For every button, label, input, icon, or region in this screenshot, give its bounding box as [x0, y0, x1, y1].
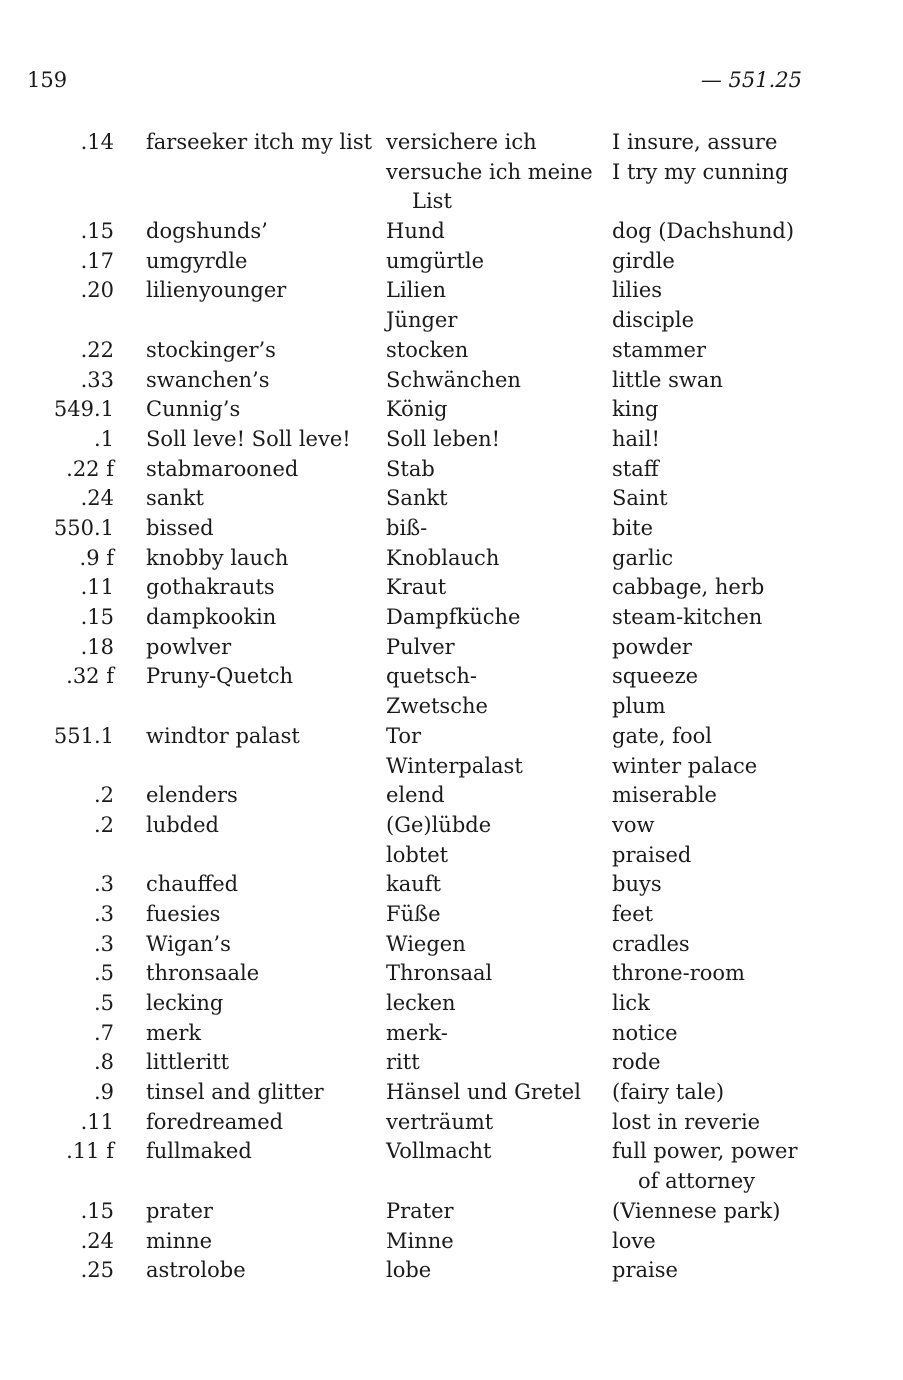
german-line: Sankt	[386, 486, 448, 511]
entry-reference: .32 f	[66, 664, 114, 689]
entry-english	[612, 781, 812, 811]
english-line: hail!	[612, 426, 660, 451]
german-line: umgürtle	[386, 248, 485, 273]
entry-reference: .3	[93, 931, 114, 956]
page-number: 159	[27, 68, 68, 92]
entry-reference: 551.1	[53, 723, 114, 748]
german-line: Vollmacht	[386, 1139, 492, 1164]
entry-reference: .24	[80, 486, 114, 511]
entry-word: Soll leve! Soll leve!	[146, 426, 351, 451]
english-line: stammer	[612, 337, 707, 362]
entry-german	[386, 276, 608, 335]
english-line: cabbage, herb	[612, 575, 765, 600]
entry-german	[386, 544, 608, 574]
english-line: Saint	[612, 486, 668, 511]
entry-english	[612, 1048, 812, 1078]
german-line: Minne	[386, 1228, 454, 1253]
english-line: plum	[612, 694, 666, 719]
entry-word: tinsel and glitter	[146, 1080, 324, 1105]
entry-german	[386, 989, 608, 1019]
entry-word: gothakrauts	[146, 575, 275, 600]
entry-reference: .14	[80, 130, 114, 154]
german-line: lobtet	[386, 842, 449, 867]
english-line: throne-room	[612, 961, 745, 986]
entry-reference: .3	[93, 872, 114, 897]
entry-reference: .7	[93, 1020, 114, 1045]
glossary-entry	[0, 217, 903, 247]
glossary-entry	[0, 573, 903, 603]
german-line: Knoblauch	[386, 545, 500, 570]
entry-german	[386, 395, 608, 425]
glossary-entry	[0, 366, 903, 396]
entry-german	[386, 1019, 608, 1049]
entry-word: thronsaale	[146, 961, 260, 986]
german-line: Schwänchen	[386, 367, 521, 392]
entry-english	[612, 455, 812, 485]
entry-word: merk	[146, 1020, 202, 1045]
english-line: garlic	[612, 545, 674, 570]
entry-word: elenders	[146, 783, 238, 808]
entry-german	[386, 781, 608, 811]
english-line: feet	[612, 901, 654, 926]
entry-german	[386, 217, 608, 247]
english-line: praised	[612, 842, 692, 867]
entry-english	[612, 811, 812, 870]
german-line: lobe	[386, 1258, 432, 1283]
entry-reference: .2	[93, 783, 114, 808]
english-line: cradles	[612, 931, 690, 956]
english-line: of attorney	[638, 1169, 755, 1194]
entry-german	[386, 514, 608, 544]
glossary-entry	[0, 276, 903, 335]
entry-german	[386, 573, 608, 603]
english-line: lilies	[612, 278, 663, 303]
english-line: bite	[612, 515, 654, 540]
entry-german	[386, 128, 608, 217]
entry-german	[386, 455, 608, 485]
glossary-entry	[0, 1019, 903, 1049]
glossary-entry	[0, 455, 903, 485]
english-line: disciple	[612, 308, 695, 333]
entry-word: Wigan’s	[146, 931, 231, 956]
german-line: versichere ich	[386, 130, 537, 154]
glossary-entry	[0, 128, 903, 217]
entry-reference: .17	[80, 248, 114, 273]
german-line: König	[386, 397, 448, 422]
german-line: Hund	[386, 219, 445, 244]
entry-reference: .5	[93, 961, 114, 986]
english-line: dog (Dachshund)	[612, 219, 795, 244]
english-line: full power, power	[612, 1139, 798, 1164]
entry-reference: 550.1	[53, 515, 114, 540]
entry-english	[612, 1108, 812, 1138]
entry-english	[612, 722, 812, 781]
entry-reference: 549.1	[53, 397, 114, 422]
english-line: (fairy tale)	[612, 1080, 725, 1105]
entry-german	[386, 959, 608, 989]
entry-word: fuesies	[146, 901, 221, 926]
entry-word: Cunnig’s	[146, 397, 241, 422]
german-line: (Ge)lübde	[386, 812, 492, 837]
entry-reference: .33	[80, 367, 114, 392]
entry-english	[612, 870, 812, 900]
entry-reference: .5	[93, 991, 114, 1016]
english-line: squeeze	[612, 664, 699, 689]
entry-english	[612, 1078, 812, 1108]
english-line: buys	[612, 872, 662, 897]
entry-english	[612, 484, 812, 514]
german-line: Soll leben!	[386, 426, 501, 451]
entry-word: sankt	[146, 486, 204, 511]
entry-english	[612, 1137, 812, 1196]
entry-english	[612, 573, 812, 603]
glossary-entry	[0, 1078, 903, 1108]
entry-english	[612, 514, 812, 544]
entry-reference: .11 f	[66, 1139, 114, 1164]
entry-word: astrolobe	[146, 1258, 246, 1283]
entry-english	[612, 1256, 812, 1286]
entry-english	[612, 1019, 812, 1049]
english-line: (Viennese park)	[612, 1198, 781, 1223]
german-line: biß-	[386, 515, 428, 540]
english-line: lost in reverie	[612, 1109, 761, 1134]
entry-german	[386, 247, 608, 277]
entry-word: lecking	[146, 991, 224, 1016]
entry-german	[386, 900, 608, 930]
entry-word: bissed	[146, 515, 214, 540]
entry-word: swanchen’s	[146, 367, 270, 392]
entry-english	[612, 930, 812, 960]
entry-word: windtor palast	[146, 723, 300, 748]
glossary-entry	[0, 900, 903, 930]
english-line: gate, fool	[612, 723, 712, 748]
entry-reference: .20	[80, 278, 114, 303]
english-line: I try my cunning	[612, 159, 789, 184]
entry-reference: .15	[80, 1198, 114, 1223]
german-line: Stab	[386, 456, 435, 481]
german-line: stocken	[386, 337, 469, 362]
german-line: Lilien	[386, 278, 447, 303]
entry-german	[386, 1078, 608, 1108]
glossary-entry	[0, 662, 903, 721]
english-line: little swan	[612, 367, 723, 392]
german-line: ritt	[386, 1050, 420, 1075]
german-line: Jünger	[386, 308, 458, 333]
entry-english	[612, 425, 812, 455]
german-line: Prater	[386, 1198, 454, 1223]
entry-german	[386, 811, 608, 870]
entry-german	[386, 1227, 608, 1257]
entry-german	[386, 1137, 608, 1167]
entry-german	[386, 1048, 608, 1078]
entry-english	[612, 662, 812, 721]
glossary-entry	[0, 633, 903, 663]
german-line: lecken	[386, 991, 456, 1016]
entry-german	[386, 930, 608, 960]
german-line: Füße	[386, 901, 441, 926]
glossary-entry	[0, 1227, 903, 1257]
entry-word: foredreamed	[146, 1109, 284, 1134]
german-line: Wiegen	[386, 931, 466, 956]
glossary-entry	[0, 425, 903, 455]
english-line: girdle	[612, 248, 675, 273]
entry-word: chauffed	[146, 872, 239, 897]
running-head: — 551.25	[700, 68, 802, 92]
english-line: notice	[612, 1020, 678, 1045]
german-line: merk-	[386, 1020, 448, 1045]
entry-reference: .22 f	[66, 456, 114, 481]
glossary-entry	[0, 544, 903, 574]
entry-word: littleritt	[146, 1050, 230, 1075]
glossary-entry	[0, 989, 903, 1019]
glossary-entry	[0, 811, 903, 870]
entry-english	[612, 1197, 812, 1227]
entry-german	[386, 722, 608, 781]
glossary-entry	[0, 1197, 903, 1227]
entry-word: powlver	[146, 634, 232, 659]
entry-english	[612, 900, 812, 930]
german-line: Kraut	[386, 575, 447, 600]
entry-reference: .25	[80, 1258, 114, 1283]
entry-english	[612, 989, 812, 1019]
entry-word: minne	[146, 1228, 213, 1253]
german-line: Thronsaal	[386, 961, 493, 986]
entry-reference: .11	[80, 1109, 114, 1134]
german-line: quetsch-	[386, 664, 477, 689]
english-line: staff	[612, 456, 659, 481]
entry-english	[612, 128, 812, 187]
english-line: lick	[612, 991, 650, 1016]
glossary-entry	[0, 722, 903, 781]
german-line: versuche ich meine	[386, 159, 593, 184]
glossary-entry	[0, 781, 903, 811]
english-line: vow	[612, 812, 655, 837]
english-line: I insure, assure	[612, 130, 778, 154]
entry-reference: .8	[93, 1050, 114, 1075]
glossary-entry	[0, 395, 903, 425]
entry-reference: .9	[93, 1080, 114, 1105]
entry-word: fullmaked	[146, 1139, 252, 1164]
entry-english	[612, 336, 812, 366]
entry-english	[612, 544, 812, 574]
entry-english	[612, 633, 812, 663]
english-line: steam-kitchen	[612, 605, 763, 630]
entry-reference: .3	[93, 901, 114, 926]
glossary-entry	[0, 1108, 903, 1138]
entry-german	[386, 484, 608, 514]
entry-german	[386, 425, 608, 455]
entry-german	[386, 1108, 608, 1138]
entry-english	[612, 959, 812, 989]
entry-german	[386, 662, 608, 721]
glossary-entry	[0, 959, 903, 989]
glossary-entry	[0, 870, 903, 900]
entry-word: prater	[146, 1198, 213, 1223]
german-line: Winterpalast	[386, 753, 523, 778]
entry-reference: .2	[93, 812, 114, 837]
german-line: kauft	[386, 872, 441, 897]
entry-german	[386, 336, 608, 366]
entry-word: stockinger’s	[146, 337, 276, 362]
entry-german	[386, 1197, 608, 1227]
entry-reference: .9 f	[79, 545, 114, 570]
entry-word: dampkookin	[146, 605, 277, 630]
entry-reference: .18	[80, 634, 114, 659]
entry-english	[612, 366, 812, 396]
german-line: Hänsel und Gretel	[386, 1080, 581, 1105]
entry-word: stabmarooned	[146, 456, 299, 481]
entry-word: dogshunds’	[146, 219, 268, 244]
english-line: miserable	[612, 783, 717, 808]
entry-reference: .24	[80, 1228, 114, 1253]
glossary-entry	[0, 514, 903, 544]
german-line: Dampfküche	[386, 605, 521, 630]
english-line: king	[612, 397, 659, 422]
glossary-entry	[0, 1137, 903, 1196]
german-line: elend	[386, 783, 445, 808]
german-line: Pulver	[386, 634, 455, 659]
entry-word: knobby lauch	[146, 545, 289, 570]
german-line: Zwetsche	[386, 694, 488, 719]
entry-german	[386, 870, 608, 900]
english-line: praise	[612, 1258, 678, 1283]
entry-german	[386, 366, 608, 396]
glossary-entry	[0, 247, 903, 277]
entry-reference: .15	[80, 605, 114, 630]
entry-english	[612, 603, 812, 633]
glossary-entries	[0, 128, 903, 1286]
glossary-entry	[0, 484, 903, 514]
german-line: verträumt	[386, 1109, 494, 1134]
entry-word: lilienyounger	[146, 278, 287, 303]
entry-english	[612, 1227, 812, 1257]
entry-reference: .1	[93, 426, 114, 451]
entry-english	[612, 395, 812, 425]
entry-reference: .22	[80, 337, 114, 362]
german-line: List	[412, 189, 452, 214]
english-line: love	[612, 1228, 656, 1253]
glossary-entry	[0, 603, 903, 633]
entry-word: lubded	[146, 812, 219, 837]
entry-word: farseeker itch my list	[146, 130, 373, 154]
glossary-entry	[0, 1048, 903, 1078]
entry-english	[612, 276, 812, 335]
glossary-entry	[0, 1256, 903, 1286]
entry-german	[386, 633, 608, 663]
glossary-entry	[0, 930, 903, 960]
german-line: Tor	[386, 723, 422, 748]
english-line: rode	[612, 1050, 661, 1075]
entry-german	[386, 603, 608, 633]
entry-english	[612, 217, 812, 247]
entry-word: umgyrdle	[146, 248, 248, 273]
entry-english	[612, 247, 812, 277]
english-line: winter palace	[612, 753, 758, 778]
english-line: powder	[612, 634, 692, 659]
entry-reference: .11	[80, 575, 114, 600]
entry-word: Pruny-Quetch	[146, 664, 294, 689]
entry-reference: .15	[80, 219, 114, 244]
glossary-entry	[0, 336, 903, 366]
entry-german	[386, 1256, 608, 1286]
